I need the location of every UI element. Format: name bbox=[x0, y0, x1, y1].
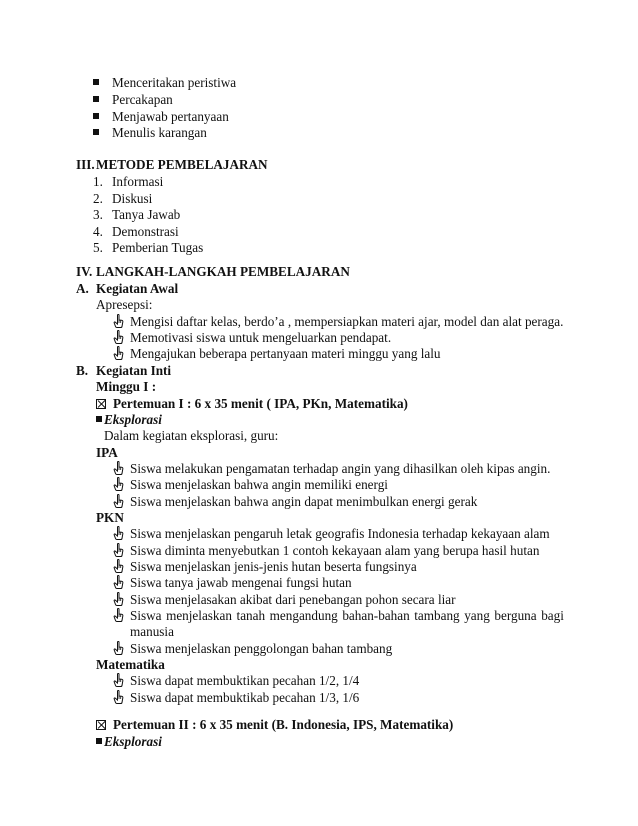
week-label: Minggu I : bbox=[96, 379, 157, 394]
eksplorasi-label: Eksplorasi bbox=[104, 412, 162, 427]
subsection-letter: B. bbox=[76, 363, 89, 378]
subject-title: PKN bbox=[96, 510, 124, 525]
section-number: III. bbox=[76, 157, 95, 172]
subsection-title: Kegiatan Awal bbox=[96, 281, 179, 296]
square-bullet-icon bbox=[96, 416, 102, 422]
list-item: Siswa dapat membuktikab pecahan 1/3, 1/6 bbox=[130, 690, 360, 705]
checked-box-icon bbox=[96, 720, 106, 730]
list-number: 1. bbox=[93, 174, 103, 189]
list-item: Siswa menjelaskan penggolongan bahan tambang bbox=[130, 641, 393, 656]
list-number: 5. bbox=[93, 240, 103, 255]
list-item bbox=[130, 608, 564, 624]
subsection-title: Kegiatan Inti bbox=[96, 363, 172, 378]
square-bullet-icon bbox=[96, 738, 102, 744]
list-item-continuation: manusia bbox=[130, 624, 174, 639]
pointing-hand-icon bbox=[113, 494, 124, 508]
word: bagi bbox=[541, 608, 564, 623]
list-item-text: Menulis karangan bbox=[112, 125, 207, 140]
list-item: Siswa menjelaskan bahwa angin dapat menimbulkan energi gerak bbox=[130, 494, 478, 509]
intro-text: Dalam kegiatan eksplorasi, guru: bbox=[104, 428, 279, 443]
pointing-hand-icon bbox=[113, 575, 124, 589]
list-item bbox=[93, 109, 99, 125]
meeting-heading bbox=[96, 396, 106, 412]
meeting-title: Pertemuan II : 6 x 35 menit (B. Indonesia, IPS, Matematika) bbox=[113, 717, 454, 732]
square-bullet-icon bbox=[93, 79, 99, 85]
list-item-text: Percakapan bbox=[112, 92, 173, 107]
list-item: Demonstrasi bbox=[112, 224, 179, 239]
pointing-hand-icon bbox=[113, 641, 124, 655]
list-item: Mengisi daftar kelas, berdo’a , mempersiapkan materi ajar, model dan alat peraga. bbox=[130, 314, 564, 329]
list-item: Siswa menjelaskan bahwa angin memiliki energi bbox=[130, 477, 388, 492]
list-item: Tanya Jawab bbox=[112, 207, 181, 222]
subject-title: IPA bbox=[96, 445, 118, 460]
eksplorasi-label: Eksplorasi bbox=[104, 734, 162, 749]
square-bullet-icon bbox=[93, 129, 99, 135]
pointing-hand-icon bbox=[113, 461, 124, 475]
pointing-hand-icon bbox=[113, 330, 124, 344]
list-item: Siswa dapat membuktikan pecahan 1/2, 1/4 bbox=[130, 673, 360, 688]
list-item: Siswa menjelaskan jenis-jenis hutan beserta fungsinya bbox=[130, 559, 417, 574]
list-item: Diskusi bbox=[112, 191, 153, 206]
list-number: 2. bbox=[93, 191, 103, 206]
pointing-hand-icon bbox=[113, 608, 124, 622]
list-number: 4. bbox=[93, 224, 103, 239]
list-item: Informasi bbox=[112, 174, 164, 189]
word: tambang bbox=[414, 608, 460, 623]
word: berguna bbox=[494, 608, 537, 623]
square-bullet-icon bbox=[93, 113, 99, 119]
intro-text: Apresepsi: bbox=[96, 297, 153, 312]
word: yang bbox=[464, 608, 490, 623]
list-item bbox=[93, 92, 99, 108]
pointing-hand-icon bbox=[113, 559, 124, 573]
pointing-hand-icon bbox=[113, 673, 124, 687]
list-item: Pemberian Tugas bbox=[112, 240, 204, 255]
list-item: Siswa menjelasakan akibat dari penebangan pohon secara liar bbox=[130, 592, 456, 607]
word: Siswa bbox=[130, 608, 162, 623]
pointing-hand-icon bbox=[113, 314, 124, 328]
list-item: Mengajukan beberapa pertanyaan materi minggu yang lalu bbox=[130, 346, 441, 361]
section-title: LANGKAH-LANGKAH PEMBELAJARAN bbox=[96, 264, 350, 279]
list-item: Siswa diminta menyebutkan 1 contoh kekayaan alam yang berupa hasil hutan bbox=[130, 543, 540, 558]
list-item: Siswa tanya jawab mengenai fungsi hutan bbox=[130, 575, 352, 590]
meeting-title: Pertemuan I : 6 x 35 menit ( IPA, PKn, Matematika) bbox=[113, 396, 408, 411]
list-item: Siswa melakukan pengamatan terhadap angin yang dihasilkan oleh kipas angin. bbox=[130, 461, 551, 476]
checked-box-icon bbox=[96, 399, 106, 409]
word: mengandung bbox=[269, 608, 338, 623]
list-item-text: Menceritakan peristiwa bbox=[112, 75, 237, 90]
list-item bbox=[93, 75, 99, 91]
pointing-hand-icon bbox=[113, 690, 124, 704]
list-item-text: Menjawab pertanyaan bbox=[112, 109, 229, 124]
word: bahan-bahan bbox=[342, 608, 410, 623]
pointing-hand-icon bbox=[113, 592, 124, 606]
word: menjelaskan bbox=[166, 608, 232, 623]
subject-title: Matematika bbox=[96, 657, 165, 672]
pointing-hand-icon bbox=[113, 346, 124, 360]
section-number: IV. bbox=[76, 264, 93, 279]
pointing-hand-icon bbox=[113, 477, 124, 491]
square-bullet-icon bbox=[93, 96, 99, 102]
eksplorasi-heading bbox=[96, 412, 102, 428]
list-item: Memotivasi siswa untuk mengeluarkan pendapat. bbox=[130, 330, 392, 345]
pointing-hand-icon bbox=[113, 543, 124, 557]
list-number: 3. bbox=[93, 207, 103, 222]
subsection-letter: A. bbox=[76, 281, 89, 296]
eksplorasi-heading bbox=[96, 734, 102, 750]
word: tanah bbox=[236, 608, 266, 623]
list-item bbox=[93, 125, 99, 141]
section-title: METODE PEMBELAJARAN bbox=[96, 157, 268, 172]
list-item: Siswa menjelaskan pengaruh letak geografis Indonesia terhadap kekayaan alam bbox=[130, 526, 550, 541]
meeting-heading bbox=[96, 717, 106, 733]
pointing-hand-icon bbox=[113, 526, 124, 540]
